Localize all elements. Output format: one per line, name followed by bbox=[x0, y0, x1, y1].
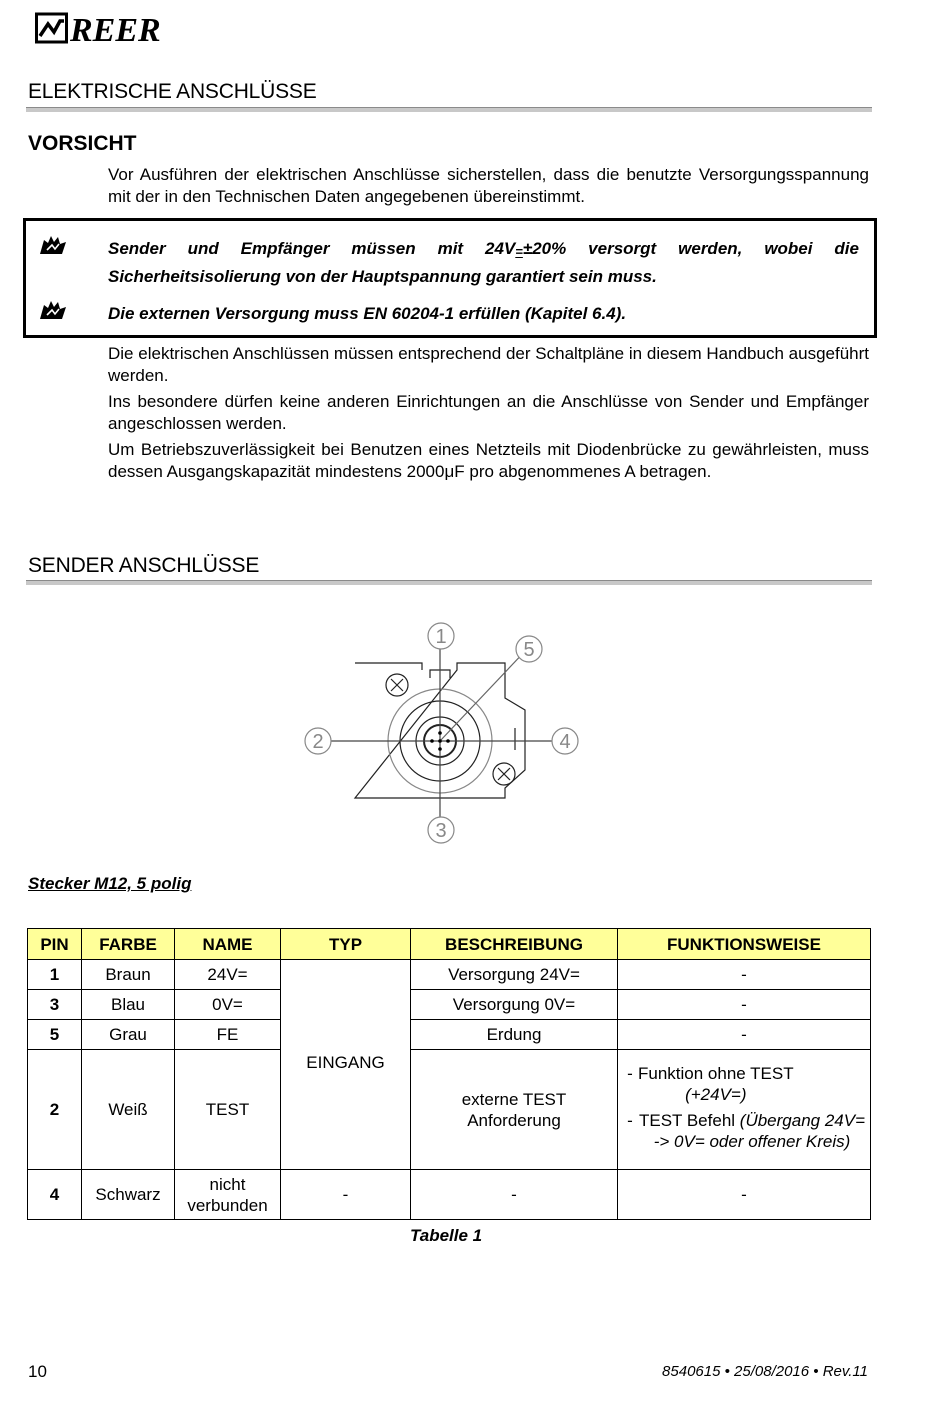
cell-funktion: - bbox=[618, 1020, 871, 1050]
header-pin: PIN bbox=[28, 929, 82, 960]
warning-hand-icon bbox=[38, 234, 68, 256]
section-divider bbox=[26, 107, 872, 112]
header-farbe: FARBE bbox=[82, 929, 175, 960]
table-caption: Tabelle 1 bbox=[410, 1226, 483, 1245]
table-header-row bbox=[28, 929, 871, 960]
cell-name: nicht verbunden bbox=[175, 1170, 281, 1220]
cell-beschreibung: Versorgung 0V= bbox=[411, 990, 618, 1020]
section-title-elektrische-anschluesse: ELEKTRISCHE ANSCHLÜSSE bbox=[28, 80, 317, 103]
list-item: - TEST Befehl (Übergang 24V= -> 0V= oder offener Kreis) bbox=[627, 1111, 866, 1151]
caution-text: Vor Ausführen der elektrischen Anschlüsse sicherstellen, dass die benutzte Versorgungsspannung mit der in den Technischen Daten angegebenen übereinstimmt. bbox=[108, 165, 869, 206]
cell-funktion: - bbox=[618, 990, 871, 1020]
pin-label-2: 2 bbox=[312, 731, 324, 753]
cell-funktion: - bbox=[618, 960, 871, 990]
paragraph-schaltplaene: Die elektrischen Anschlüssen müssen entsprechend der Schaltpläne in diesem Handbuch ausgeführt werden. bbox=[108, 344, 869, 385]
cell-funktion: - bbox=[618, 1170, 871, 1220]
pin-label-3: 3 bbox=[435, 820, 447, 842]
cell-pin: 3 bbox=[28, 990, 82, 1020]
table-row bbox=[28, 1170, 871, 1220]
table-row bbox=[28, 1050, 871, 1170]
reer-logo bbox=[35, 8, 175, 48]
page-number: 10 bbox=[28, 1362, 47, 1381]
cell-funktion-test bbox=[618, 1050, 871, 1170]
cell-pin: 2 bbox=[28, 1050, 82, 1170]
list-item: - Funktion ohne TEST (+24V=) bbox=[627, 1064, 794, 1104]
table-row bbox=[28, 1020, 871, 1050]
header-name: NAME bbox=[175, 929, 281, 960]
pin-label-5: 5 bbox=[523, 639, 535, 661]
document-reference: 8540615 • 25/08/2016 • Rev.11 bbox=[662, 1363, 868, 1380]
warning-hand-icon bbox=[38, 299, 68, 321]
cell-name: FE bbox=[175, 1020, 281, 1050]
cell-farbe: Braun bbox=[82, 960, 175, 990]
cell-name: 0V= bbox=[175, 990, 281, 1020]
header-beschreibung: BESCHREIBUNG bbox=[411, 929, 618, 960]
warning-text-2: Die externen Versorgung muss EN 60204-1 erfüllen (Kapitel 6.4). bbox=[108, 304, 627, 323]
pin-label-4: 4 bbox=[559, 731, 571, 753]
cell-farbe: Weiß bbox=[82, 1050, 175, 1170]
table-row bbox=[28, 990, 871, 1020]
caution-heading: VORSICHT bbox=[28, 132, 137, 155]
section-divider bbox=[26, 580, 872, 585]
paragraph-diodenbruecke: Um Betriebszuverlässigkeit bei Benutzen eines Netzteils mit Diodenbrücke zu gewährleisten, muss dessen Ausgangskapazität mindestens 2000μF pro abgenommenes A betragen. bbox=[108, 440, 869, 481]
pin-label-1: 1 bbox=[435, 626, 447, 648]
cell-farbe: Blau bbox=[82, 990, 175, 1020]
header-typ: TYP bbox=[281, 929, 411, 960]
warning-text-1: Sender und Empfänger müssen mit 24V=±20% versorgt werden, wobei die Sicherheitsisolierung von der Hauptspannung garantiert sein muss. bbox=[108, 239, 859, 286]
pin-table bbox=[27, 928, 871, 1220]
cell-typ-eingang: EINGANG bbox=[281, 960, 411, 1170]
logo-text: REER bbox=[70, 12, 161, 48]
cell-farbe: Schwarz bbox=[82, 1170, 175, 1220]
cell-farbe: Grau bbox=[82, 1020, 175, 1050]
m12-connector-diagram bbox=[300, 618, 590, 850]
cell-name: 24V= bbox=[175, 960, 281, 990]
paragraph-keine-einrichtungen: Ins besondere dürfen keine anderen Einrichtungen an die Anschlüsse von Sender und Empfänger angeschlossen werden. bbox=[108, 392, 869, 433]
cell-typ: - bbox=[281, 1170, 411, 1220]
cell-beschreibung: externe TEST Anforderung bbox=[411, 1050, 618, 1170]
cell-pin: 1 bbox=[28, 960, 82, 990]
table-row bbox=[28, 960, 871, 990]
connector-caption: Stecker M12, 5 polig bbox=[28, 874, 192, 893]
cell-name: TEST bbox=[175, 1050, 281, 1170]
cell-pin: 4 bbox=[28, 1170, 82, 1220]
header-funktionsweise: FUNKTIONSWEISE bbox=[618, 929, 871, 960]
cell-beschreibung: Erdung bbox=[411, 1020, 618, 1050]
cell-pin: 5 bbox=[28, 1020, 82, 1050]
cell-beschreibung: - bbox=[411, 1170, 618, 1220]
cell-beschreibung: Versorgung 24V= bbox=[411, 960, 618, 990]
section-title-sender-anschluesse: SENDER ANSCHLÜSSE bbox=[28, 554, 260, 577]
